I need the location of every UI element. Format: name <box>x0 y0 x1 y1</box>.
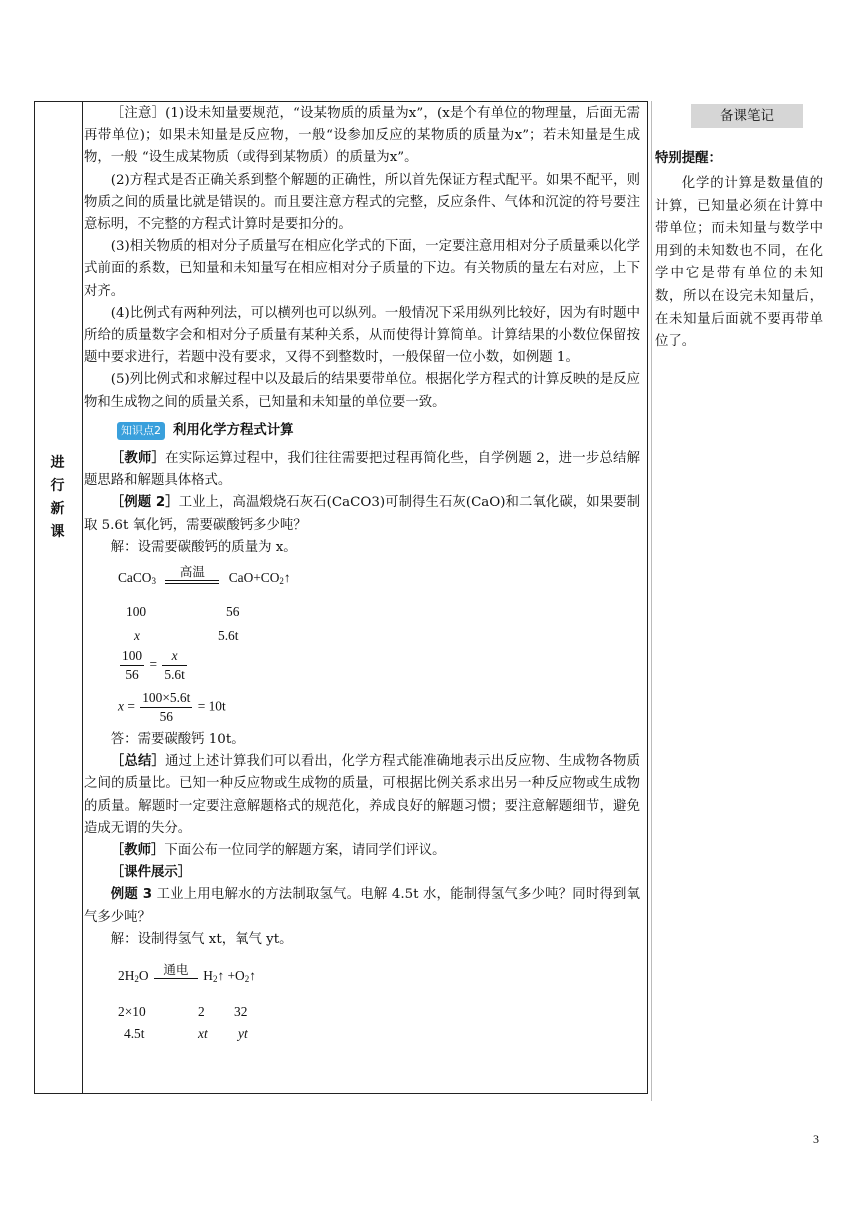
example-2-solution: 解：设需要碳酸钙的质量为 x。 <box>110 539 297 555</box>
note-paragraph-5: (5)列比例式和求解过程中以及最后的结果要带单位。根据化学方程式的计算反映的是反应物和生成物之间的质量关系，已知量和未知量的单位要一致。 <box>84 372 640 410</box>
gas-arrow: ↑ <box>283 570 291 586</box>
chemical-equation <box>118 567 291 592</box>
example-3-solution: 解：设制得氢气 xt，氧气 yt。 <box>110 931 293 947</box>
formula-text: H <box>203 968 213 984</box>
page-number: 3 <box>813 1132 819 1146</box>
mass-value: 56 <box>226 604 240 620</box>
example-tag: ［例题 2］ <box>110 495 179 511</box>
example-tag: 例题 3 <box>110 887 153 903</box>
equation-block-3 <box>118 951 640 1043</box>
reaction-condition <box>154 964 198 979</box>
solution-line <box>118 683 640 729</box>
condition-text: 高温 <box>179 565 205 580</box>
unknown-value: x <box>134 628 140 644</box>
equation-block-2 <box>118 559 640 683</box>
example-text: 工业上，高温煅烧石灰石(CaCO3)可制得生石灰(CaO)和二氧化碳，如果要制取 5.6t 氧化钙，需要碳酸钙多少吨？ <box>84 495 640 533</box>
gas-arrow: ↑ <box>217 968 225 984</box>
notes-header: 备课笔记 <box>691 104 803 128</box>
example-text: 工业上用电解水的方法制取氢气。电解 4.5t 水，能制得氢气多少吨？同时得到氧气多少吨？ <box>84 887 641 925</box>
reaction-condition <box>165 566 219 584</box>
formula-text: 2H <box>118 968 135 984</box>
summary-text: 通过上述计算我们可以看出，化学方程式能准确地表示出反应物、生成物各物质之间的质量比。已知一种反应物或生成物的质量，可根据比例关系求出另一种反应物或生成物的质量。解题时一定要注意解题格式的规范化，养成良好的解题习惯；要注意解题细节，避免造成无谓的失分。 <box>84 754 640 836</box>
fraction-den: 56 <box>159 709 173 725</box>
equals-sign: = <box>149 656 158 672</box>
answer: 答：需要碳酸钙 10t。 <box>110 732 245 748</box>
teacher-text: 在实际运算过程中，我们往往需要把过程再简化些，自学例题 2，进一步总结解题思路和解题具体格式。 <box>84 451 640 489</box>
note-paragraph-3: (3)相关物质的相对分子质量写在相应化学式的下面，一定要注意用相对分子质量乘以化学式前面的系数，已知量和未知量写在相应相对分子质量的下边。有关物质的量左右对应，上下对齐。 <box>84 239 640 299</box>
fraction-den: 56 <box>125 667 139 683</box>
condition-text: 通电 <box>163 963 189 978</box>
mass-value: 2×10 <box>118 1004 146 1020</box>
variable: x <box>118 698 124 714</box>
reaction-bar <box>154 978 198 979</box>
courseware-tag: ［课件展示］ <box>110 865 192 881</box>
subscript: 2 <box>212 974 218 985</box>
teacher-tag: ［教师］ <box>110 843 165 859</box>
mass-value: 32 <box>234 1004 248 1020</box>
section-label-char: 行 <box>50 478 65 494</box>
formula-text: CaO+CO <box>228 570 280 586</box>
tip-title: 特别提醒： <box>655 151 722 166</box>
note-paragraph-2: (2)方程式是否正确关系到整个解题的正确性，所以首先保证方程式配平。如果不配平，则物质之间的质量比就是错误的。而且要注意方程式的完整，反应条件、气体和沉淀的符号要注意标明，不完整的方程式计算时是要扣分的。 <box>84 172 640 233</box>
summary-tag: ［总结］ <box>110 754 166 770</box>
unknown-value: xt <box>198 1026 208 1042</box>
fraction-num: 100 <box>120 647 144 666</box>
lesson-content <box>84 103 640 1043</box>
notes-divider <box>651 101 652 1101</box>
known-value: 5.6t <box>218 628 239 644</box>
chemical-equation <box>118 965 256 990</box>
section-label-char: 进 <box>50 455 65 471</box>
section-label <box>34 452 81 544</box>
teacher-paragraph <box>84 448 640 492</box>
formula-text: O <box>138 968 149 984</box>
section-label-char: 课 <box>50 524 65 540</box>
section-label-char: 新 <box>50 501 65 517</box>
formula-text: +O <box>227 968 245 984</box>
note-tag: ［注意］ <box>110 106 166 121</box>
courseware-heading <box>84 862 640 884</box>
subscript: 2 <box>134 974 139 985</box>
teacher-tag: ［教师］ <box>110 451 166 467</box>
mass-value: 100 <box>126 604 147 620</box>
note-paragraph-4: (4)比例式有两种列法，可以横列也可以纵列。一般情况下采用纵列比较好，因为有时题中所给的质量数字会和相对分子质量有某种关系，从而使得计算简单。计算结果的小数位保留按题中要求进行，若题中没有要求，又得不到整数时，一般保留一位小数，如例题 1。 <box>84 305 640 366</box>
gas-arrow: ↑ <box>249 968 256 984</box>
formula-text: CaCO <box>118 570 152 586</box>
column-divider <box>82 102 83 1093</box>
summary-paragraph <box>84 751 640 840</box>
subscript: 2 <box>244 974 250 985</box>
knowledge-point-heading <box>117 420 640 442</box>
fraction-num: 100×5.6t <box>140 689 192 708</box>
result: = 10t <box>197 698 226 714</box>
note-paragraph-1 <box>84 103 640 170</box>
subscript: 2 <box>279 576 284 587</box>
knowledge-point-badge: 知识点2 <box>117 422 165 440</box>
tip-body: 化学的计算是数量值的计算，已知量必须在计算中带单位；而未知量与数学中用到的未知数也不同，在化学中它是带有单位的未知数，所以在设完未知量后，在未知量后面就不要再带单位了。 <box>655 176 823 350</box>
example-3-paragraph <box>84 884 640 928</box>
example-2-paragraph <box>84 492 640 536</box>
known-value: 4.5t <box>124 1026 145 1042</box>
knowledge-point-title: 利用化学方程式计算 <box>173 422 294 438</box>
equals-bar <box>165 580 219 584</box>
teacher-paragraph-2 <box>84 840 640 862</box>
fraction-den: 5.6t <box>164 667 185 683</box>
mass-value: 2 <box>198 1004 205 1020</box>
fraction-num: x <box>162 647 186 666</box>
unknown-value: yt <box>238 1026 248 1042</box>
subscript: 3 <box>151 576 156 587</box>
proportion <box>118 647 189 684</box>
note-text: (1)设未知量要规范，“设某物质的质量为x”，(x是个有单位的物理量，后面无需再带单位)；如果未知量是反应物，一般“设参加反应的某物质的质量为x”；若未知量是生成物，一般 “设生成某物质（或得到某物质）的质量为x”。 <box>84 106 640 166</box>
equals-sign: = <box>127 698 135 714</box>
teacher-text: 下面公布一位同学的解题方案，请同学们评议。 <box>164 843 446 859</box>
